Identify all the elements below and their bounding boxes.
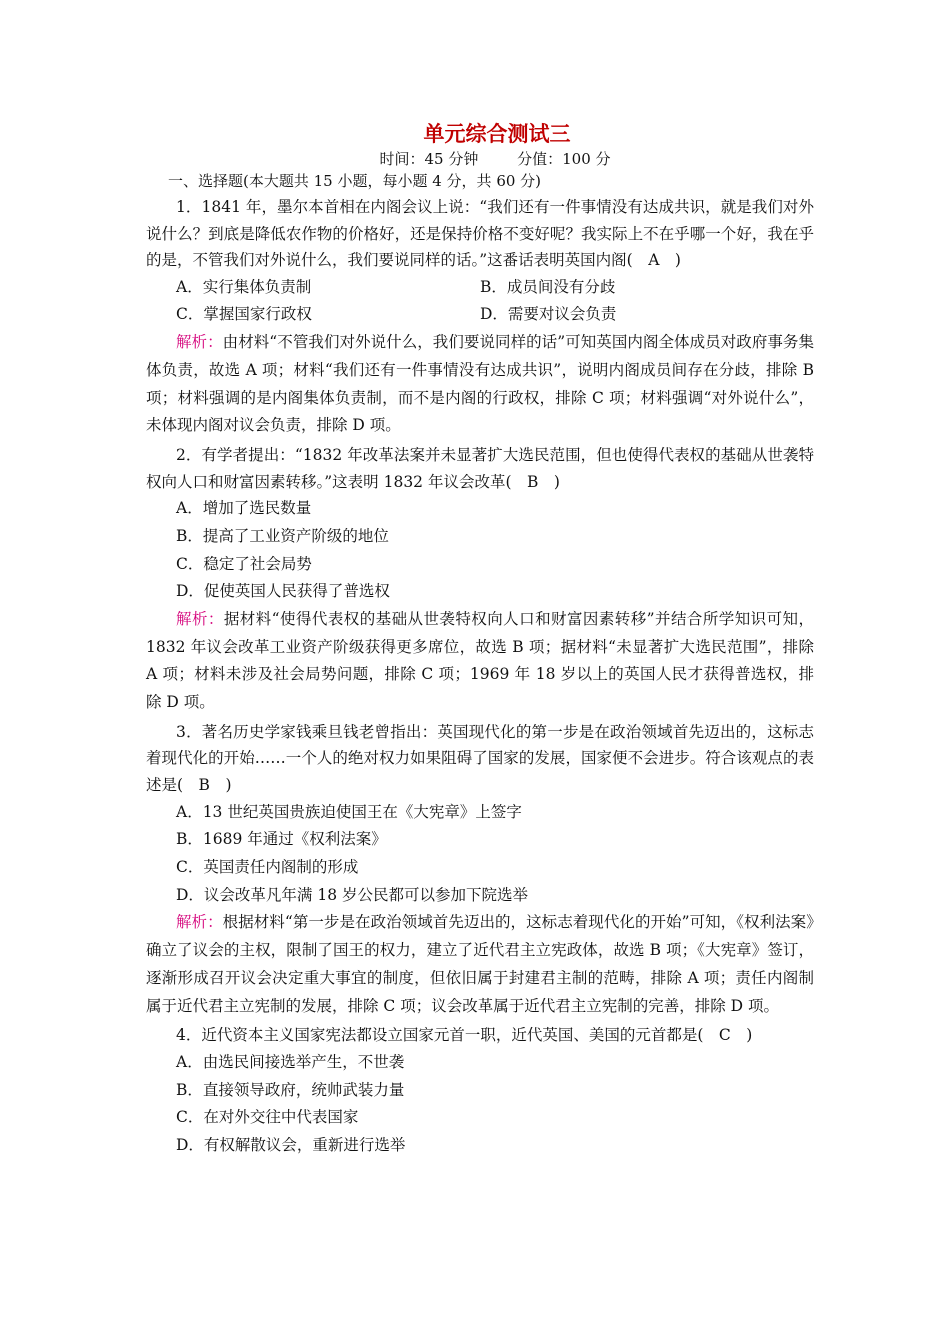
options [146,274,814,329]
option-b: B．1689 年通过《权利法案》 [176,830,387,849]
option-d: D．议会改革凡年满 18 岁公民都可以参加下院选举 [176,885,529,904]
option-c: C．在对外交往中代表国家 [176,1108,359,1127]
option-d: D．有权解散议会，重新进行选举 [176,1135,406,1154]
option-a: A．由选民间接选举产生，不世袭 [176,1052,405,1071]
question-stem: 1．1841 年，墨尔本首相在内阁会议上说：“我们还有一件事情没有达成共识，就是我们对外说什么？到底是降低农作物的价格好，还是保持价格不变好呢？我实际上不在乎哪一个好，我在乎的是，不管我们对外说什么，我们要说同样的话。”这番话表明英国内阁( A ) [146,198,814,270]
option-c: C．稳定了社会局势 [176,554,312,573]
option-b: B．成员间没有分歧 [480,277,616,296]
question-3 [146,719,814,1020]
page-title: 单元综合测试三 [423,121,571,146]
analysis-text: 据材料“使得代表权的基础从世袭特权向人口和财富因素转移”并结合所学知识可知，1832 年议会改革工业资产阶级获得更多席位，故选 B 项；据材料“未显著扩大选民范围”，排除 A 项；材料未涉及社会局势问题，排除 C 项；1969 年 18 岁以上的英国人民才获得普选权，排除 D 项。 [146,610,814,712]
exam-meta [176,148,814,170]
question-1 [146,194,814,440]
question-2 [146,442,814,717]
analysis-label: 解析： [176,333,223,352]
analysis [146,909,814,1020]
option-c: C．英国责任内阁制的形成 [176,858,359,876]
analysis-text: 根据材料“第一步是在政治领域首先迈出的，这标志着现代化的开始”可知，《权利法案》确立了议会的主权，限制了国王的权力，建立了近代君主立宪政体，故选 B 项；《大宪章》签订，逐渐形成召开议会决定重大事宜的制度，但依旧属于封建君主制的范畴，排除 A 项；责任内阁制属于近代君主立宪制的发展，排除 C 项；议会改革属于近代君主立宪制的完善，排除 D 项。 [146,913,814,1015]
option-a: A．实行集体负责制 [176,277,312,296]
option-b: B．直接领导政府，统帅武装力量 [176,1080,405,1099]
analysis-label: 解析： [176,610,224,628]
option-a: A．增加了选民数量 [176,499,312,518]
question-stem: 2．有学者提出：“1832 年改革法案并未显著扩大选民范围，但也使得代表权的基础从世袭特权向人口和财富因素转移。”这表明 1832 年议会改革( B ) [146,446,814,491]
option-d: D．需要对议会负责 [480,305,617,324]
option-b: B．提高了工业资产阶级的地位 [176,526,389,545]
section-heading: 一、选择题(本大题共 15 小题，每小题 4 分，共 60 分) [168,172,542,190]
analysis [146,329,814,440]
time-limit: 时间：45 分钟 [379,150,479,168]
analysis-text: 由材料“不管我们对外说什么，我们要说同样的话”可知英国内阁全体成员对政府事务集体负责，故选 A 项；材料“我们还有一件事情没有达成共识”，说明内阁成员间存在分歧，排除 B 项；材料强调的是内阁集体负责制，而不是内阁的行政权，排除 C 项；材料强调“对外说什么”，未体现内阁对议会负责，排除 D 项。 [146,333,814,435]
analysis [146,606,814,717]
question-stem: 3．著名历史学家钱乘旦钱老曾指出：英国现代化的第一步是在政治领域首先迈出的，这标志着现代化的开始……一个人的绝对权力如果阻碍了国家的发展，国家便不会进步。符合该观点的表述是( B ) [146,722,814,794]
total-score: 分值：100 分 [517,150,611,168]
option-c: C．掌握国家行政权 [176,305,312,324]
option-d: D．促使英国人民获得了普选权 [176,582,390,601]
question-4 [146,1022,814,1159]
question-stem: 4．近代资本主义国家宪法都设立国家元首一职，近代英国、美国的元首都是( C ) [176,1026,753,1045]
option-a: A．13 世纪英国贵族迫使国王在《大宪章》上签字 [176,802,522,821]
document-page [146,120,814,1160]
analysis-label: 解析： [176,913,223,932]
